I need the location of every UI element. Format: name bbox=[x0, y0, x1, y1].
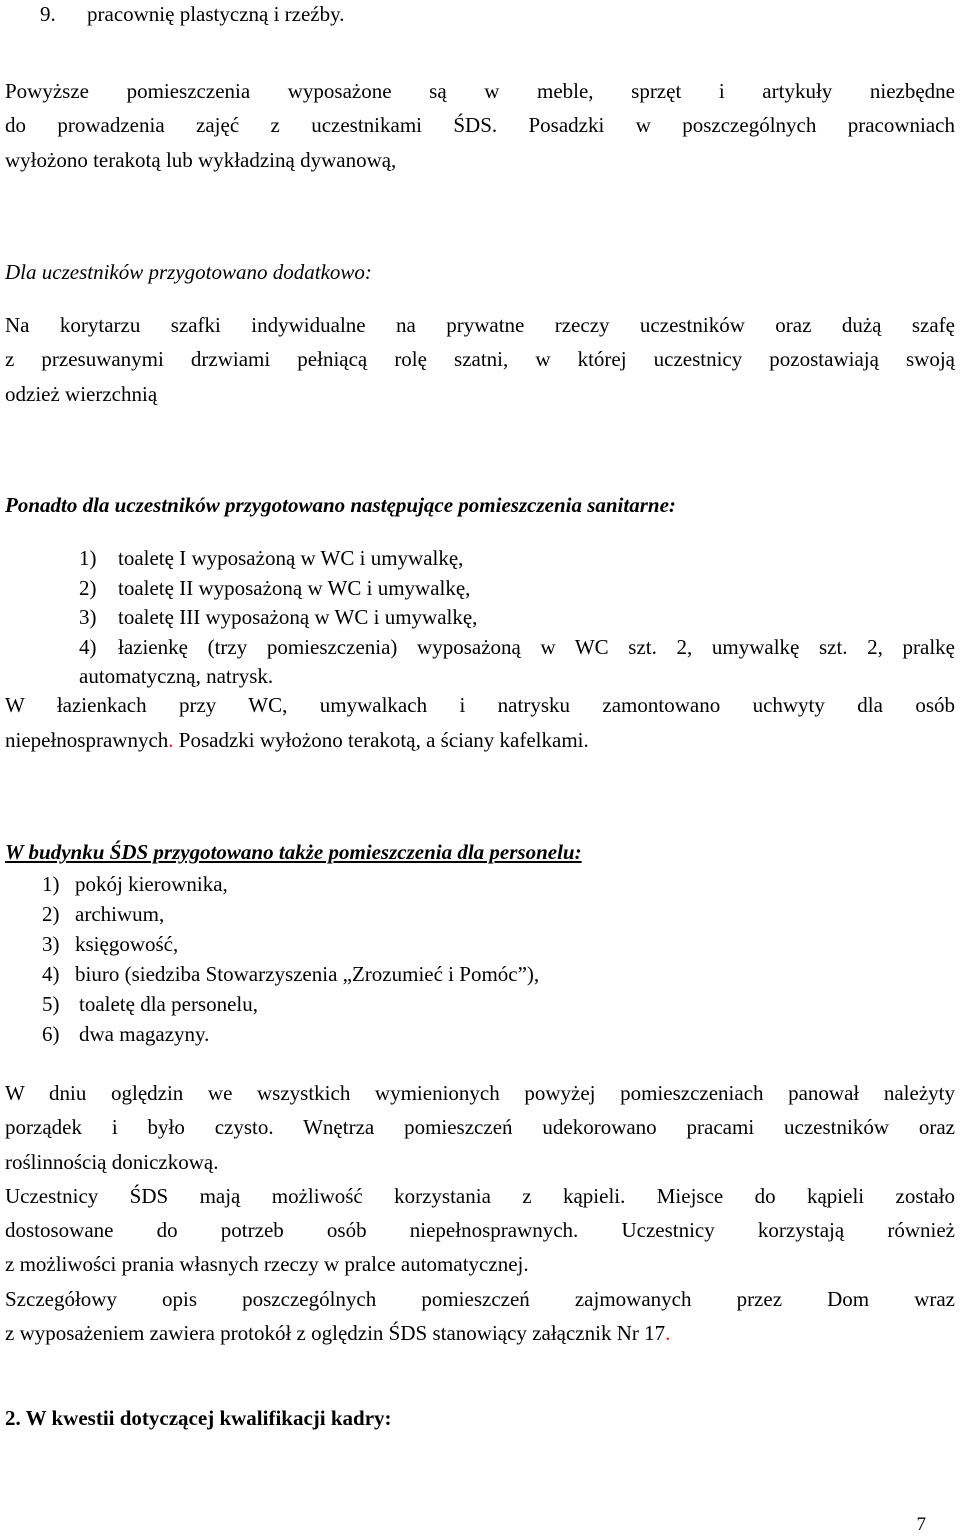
paragraph-line: Powyższe pomieszczenia wyposażone są w meble, sprzęt i artykuły niezbędne bbox=[5, 79, 955, 103]
list-item: toaletę II wyposażoną w WC i umywalkę, bbox=[118, 576, 471, 600]
list-item: archiwum, bbox=[75, 902, 165, 926]
paragraph-line: dostosowane do potrzeb osób niepełnosprawnych. Uczestnicy korzystają również bbox=[5, 1218, 955, 1242]
text-run: Posadzki wyłożono terakotą, a ściany kafelkami. bbox=[173, 728, 589, 752]
list-item: księgowość, bbox=[75, 932, 179, 956]
list-number: 2) bbox=[79, 576, 97, 600]
list-number: 6) bbox=[42, 1022, 60, 1046]
section-heading: 2. W kwestii dotyczącej kwalifikacji kadry: bbox=[5, 1406, 392, 1430]
section-heading: W budynku ŚDS przygotowano także pomieszczenia dla personelu: bbox=[5, 840, 582, 864]
paragraph-line: W łazienkach przy WC, umywalkach i natrysku zamontowano uchwyty dla osób bbox=[5, 693, 955, 717]
list-number: 3) bbox=[42, 932, 60, 956]
red-period: . bbox=[168, 728, 174, 752]
list-number: 4) bbox=[79, 635, 97, 659]
paragraph-line: z przesuwanymi drzwiami pełniącą rolę szatni, w której uczestnicy pozostawiają swoją bbox=[5, 347, 955, 371]
list-number: 2) bbox=[42, 902, 60, 926]
paragraph-line: do prowadzenia zajęć z uczestnikami ŚDS. Posadzki w poszczególnych pracowniach bbox=[5, 113, 955, 137]
paragraph-line bbox=[5, 728, 955, 752]
list-item: pracownię plastyczną i rzeźby. bbox=[87, 2, 345, 26]
paragraph-line: porządek i było czysto. Wnętrza pomieszczeń udekorowano pracami uczestników oraz bbox=[5, 1115, 955, 1139]
red-period: . bbox=[665, 1321, 671, 1345]
list-number: 1) bbox=[42, 872, 60, 896]
list-item: pokój kierownika, bbox=[75, 872, 228, 896]
list-item: biuro (siedziba Stowarzyszenia „Zrozumieć i Pomóc”), bbox=[75, 962, 540, 986]
text-run: niepełnosprawnych bbox=[5, 728, 169, 752]
section-heading: Dla uczestników przygotowano dodatkowo: bbox=[5, 260, 372, 284]
list-number: 3) bbox=[79, 605, 97, 629]
paragraph-line: roślinnością doniczkową. bbox=[5, 1150, 219, 1174]
paragraph-line: Na korytarzu szafki indywidualne na prywatne rzeczy uczestników oraz dużą szafę bbox=[5, 313, 955, 337]
list-item: dwa magazyny. bbox=[79, 1022, 210, 1046]
paragraph-line bbox=[5, 1321, 955, 1345]
list-item: toaletę I wyposażoną w WC i umywalkę, bbox=[118, 546, 464, 570]
paragraph-line: W dniu oględzin we wszystkich wymienionych powyżej pomieszczeniach panował należyty bbox=[5, 1081, 955, 1105]
paragraph-line: z możliwości prania własnych rzeczy w pralce automatycznej. bbox=[5, 1252, 529, 1276]
list-number: 4) bbox=[42, 962, 60, 986]
paragraph-line: wyłożono terakotą lub wykładziną dywanową, bbox=[5, 148, 397, 172]
list-item: toaletę III wyposażoną w WC i umywalkę, bbox=[118, 605, 478, 629]
text-run: z wyposażeniem zawiera protokół z oględzin ŚDS stanowiący załącznik Nr 17 bbox=[5, 1321, 666, 1345]
list-number: 1) bbox=[79, 546, 97, 570]
list-item: toaletę dla personelu, bbox=[79, 992, 259, 1016]
section-heading: Ponadto dla uczestników przygotowano następujące pomieszczenia sanitarne: bbox=[5, 493, 676, 517]
page-number: 7 bbox=[916, 1514, 926, 1535]
paragraph-line: Uczestnicy ŚDS mają możliwość korzystania z kąpieli. Miejsce do kąpieli zostało bbox=[5, 1184, 955, 1208]
list-item-continuation: automatyczną, natrysk. bbox=[79, 664, 274, 688]
list-number: 9. bbox=[40, 2, 56, 26]
paragraph-line: Szczegółowy opis poszczególnych pomieszczeń zajmowanych przez Dom wraz bbox=[5, 1287, 955, 1311]
paragraph-line: odzież wierzchnią bbox=[5, 382, 158, 406]
list-number: 5) bbox=[42, 992, 60, 1016]
list-item: łazienkę (trzy pomieszczenia) wyposażoną w WC szt. 2, umywalkę szt. 2, pralkę bbox=[118, 635, 955, 659]
